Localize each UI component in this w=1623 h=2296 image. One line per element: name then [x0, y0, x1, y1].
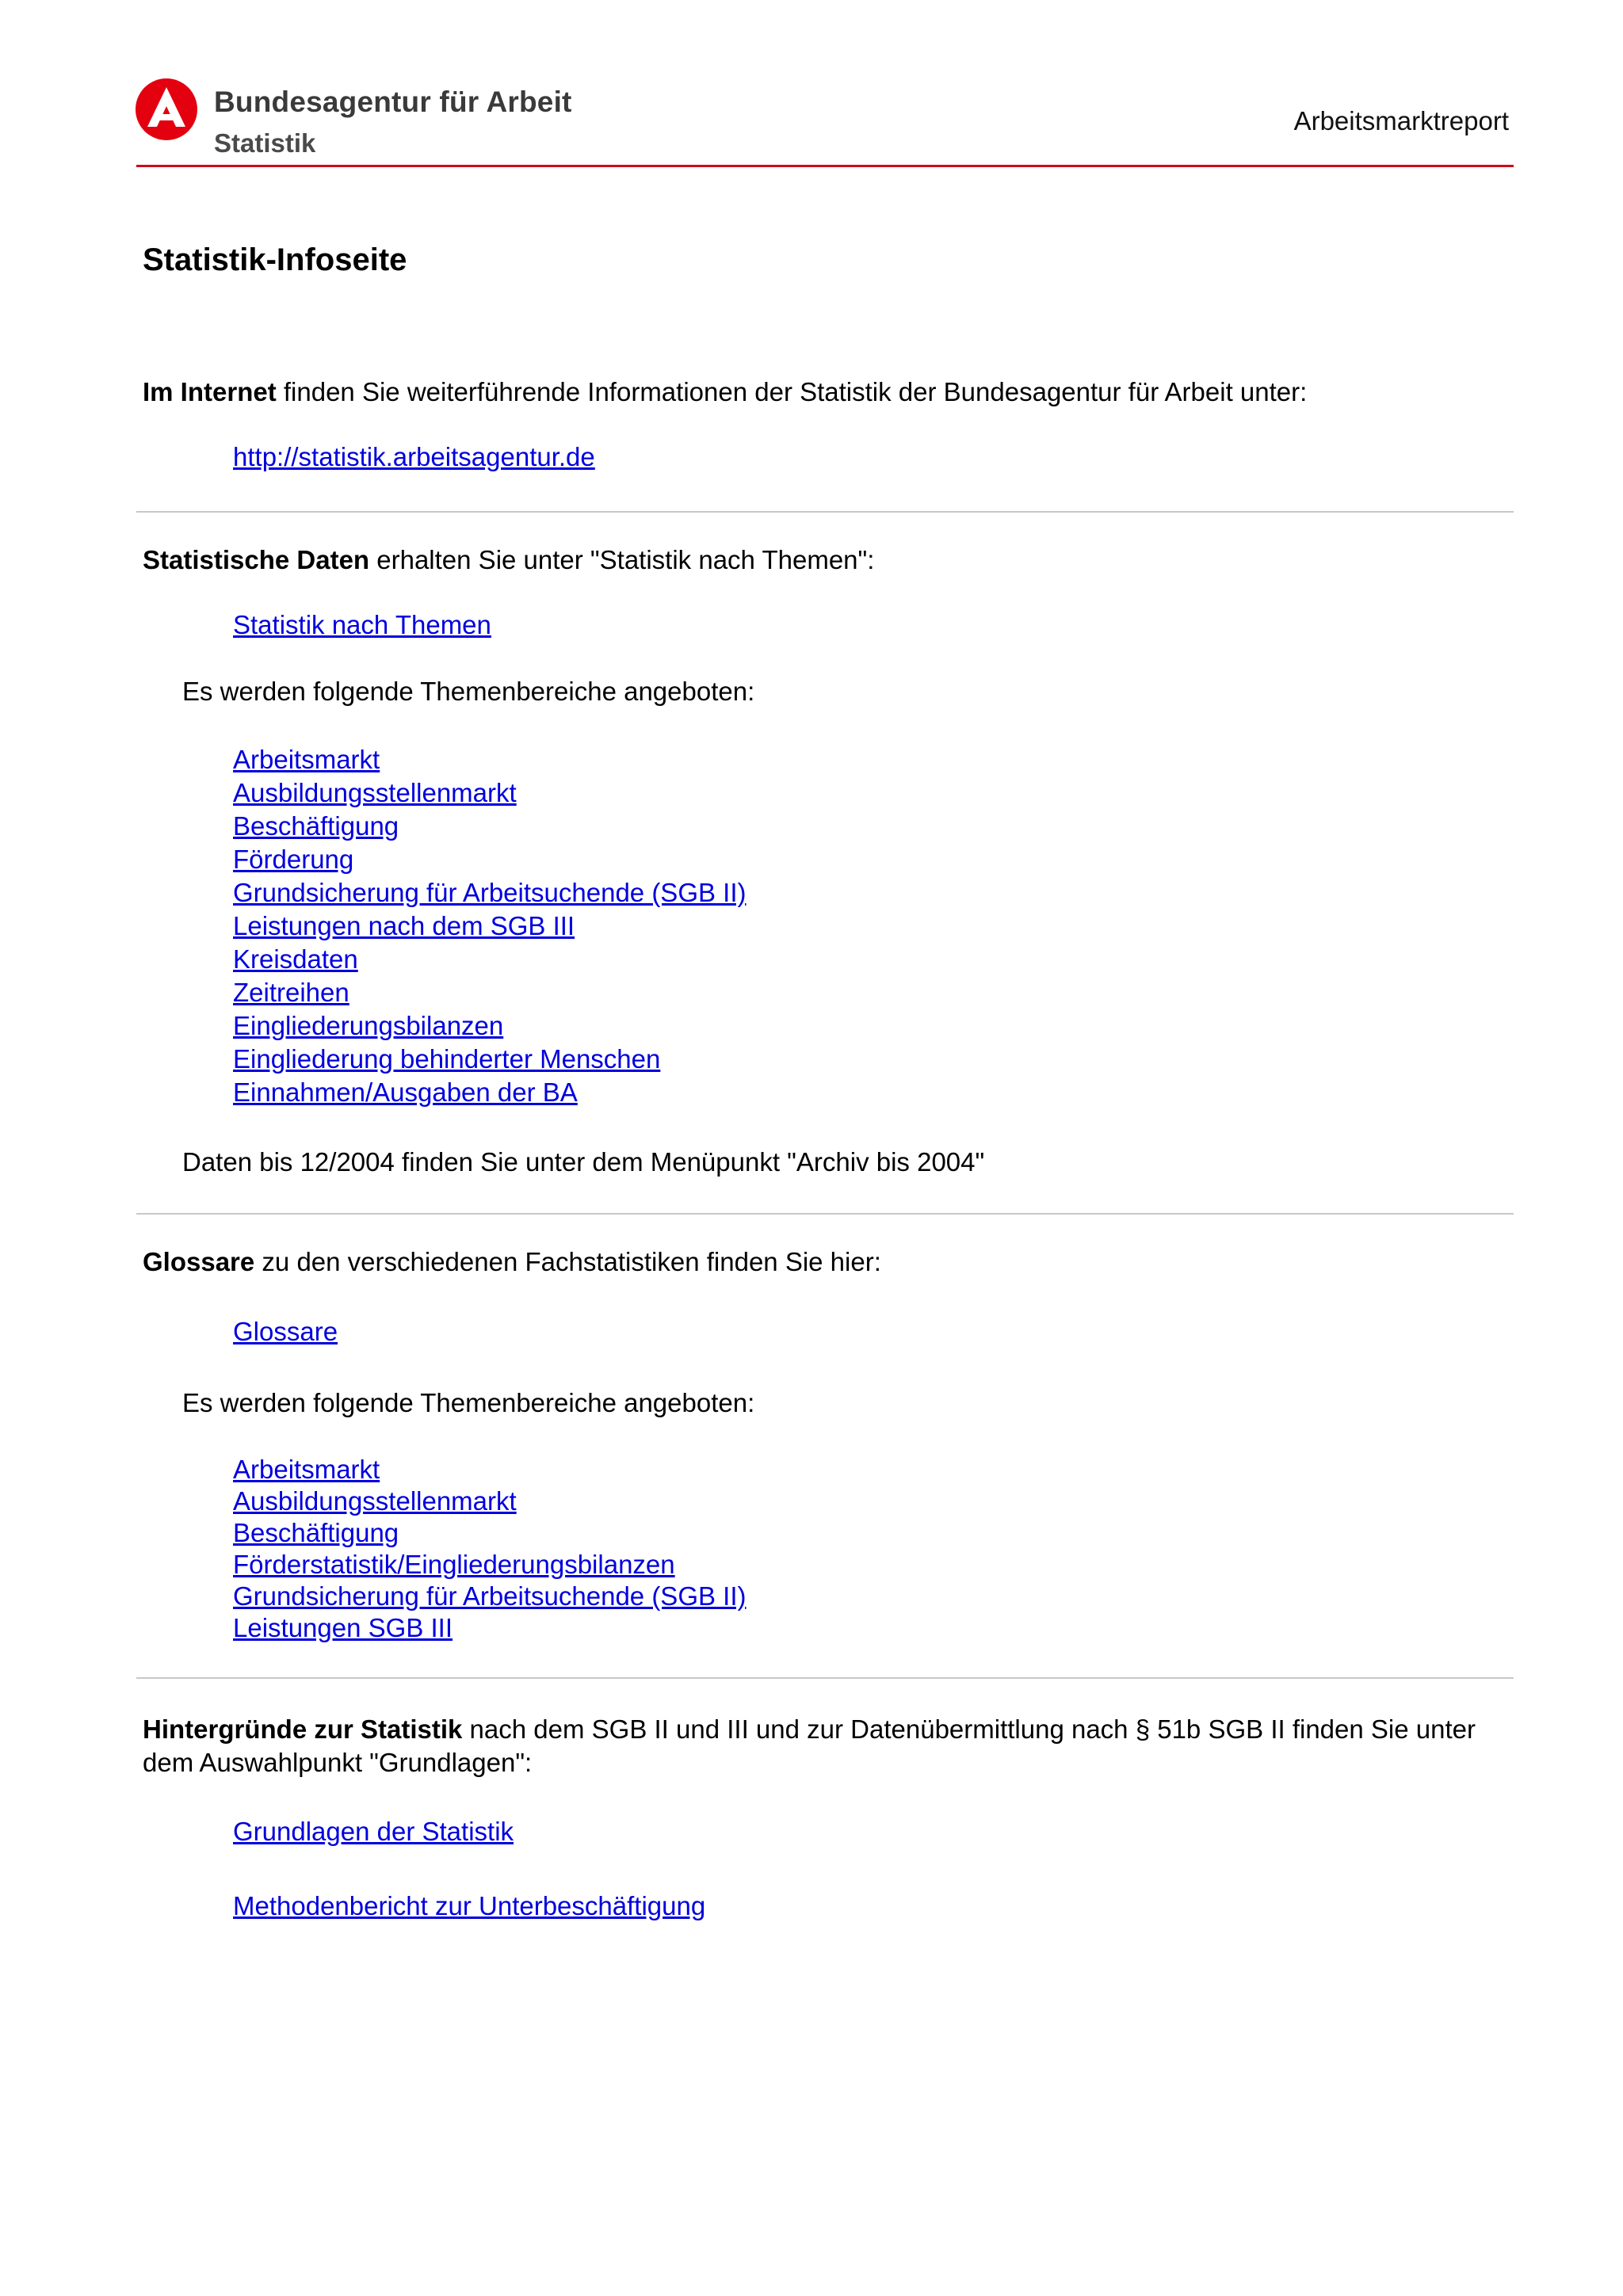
daten-topic-link[interactable]: Leistungen nach dem SGB III: [233, 911, 575, 940]
org-subtitle: Statistik: [214, 128, 316, 158]
daten-topic-link[interactable]: Zeitreihen: [233, 978, 349, 1007]
statistik-nach-themen-link[interactable]: Statistik nach Themen: [233, 610, 491, 639]
ba-logo-icon: [135, 78, 198, 141]
header-divider: [136, 165, 1514, 167]
hintergruende-paragraph: [143, 1713, 1490, 1779]
hintergruende-lead: Hintergründe zur Statistik: [143, 1714, 463, 1744]
internet-paragraph: [143, 376, 1514, 409]
daten-text: erhalten Sie unter "Statistik nach Themen":: [369, 545, 875, 574]
glossare-topic-link[interactable]: Leistungen SGB III: [233, 1613, 453, 1642]
daten-topic-link[interactable]: Beschäftigung: [233, 811, 399, 841]
daten-topic-link[interactable]: Eingliederung behinderter Menschen: [233, 1044, 661, 1074]
daten-offered-text: Es werden folgende Themenbereiche angeboten:: [182, 677, 755, 706]
internet-lead: Im Internet: [143, 377, 277, 406]
glossare-topic-link[interactable]: Ausbildungsstellenmarkt: [233, 1486, 517, 1516]
report-label: Arbeitsmarktreport: [1293, 106, 1509, 135]
glossare-topic-link[interactable]: Grundsicherung für Arbeitsuchende (SGB II): [233, 1581, 747, 1611]
daten-topic-link[interactable]: Förderung: [233, 845, 354, 874]
glossare-topic-link[interactable]: Arbeitsmarkt: [233, 1455, 380, 1484]
section-divider: [136, 1677, 1514, 1679]
glossare-lead: Glossare: [143, 1247, 255, 1276]
section-divider: [136, 1213, 1514, 1215]
statistik-homepage-link[interactable]: http://statistik.arbeitsagentur.de: [233, 442, 595, 471]
daten-paragraph: [143, 543, 1514, 577]
archive-note: Daten bis 12/2004 finden Sie unter dem Menüpunkt "Archiv bis 2004": [182, 1147, 985, 1177]
methodenbericht-link[interactable]: Methodenbericht zur Unterbeschäftigung: [233, 1891, 706, 1920]
hintergruende-text: nach dem SGB II und III und zur Datenübermittlung nach § 51b SGB II finden Sie unter dem Auswahlpunkt "Grundlagen":: [143, 1714, 1476, 1777]
glossare-link[interactable]: Glossare: [233, 1317, 338, 1346]
section-divider: [136, 511, 1514, 513]
daten-topic-link[interactable]: Grundsicherung für Arbeitsuchende (SGB II): [233, 878, 747, 907]
glossare-text: zu den verschiedenen Fachstatistiken finden Sie hier:: [254, 1247, 881, 1276]
daten-topic-link[interactable]: Kreisdaten: [233, 944, 358, 974]
glossare-topic-list: [233, 1454, 747, 1644]
org-name: Bundesagentur für Arbeit: [214, 86, 572, 118]
grundlagen-link[interactable]: Grundlagen der Statistik: [233, 1817, 514, 1846]
page-title: Statistik-Infoseite: [143, 242, 407, 277]
daten-topic-list: [233, 743, 747, 1109]
daten-lead: Statistische Daten: [143, 545, 370, 574]
glossare-offered-text: Es werden folgende Themenbereiche angeboten:: [182, 1388, 755, 1417]
glossare-paragraph: [143, 1245, 1514, 1279]
daten-topic-link[interactable]: Arbeitsmarkt: [233, 745, 380, 774]
daten-topic-link[interactable]: Eingliederungsbilanzen: [233, 1011, 504, 1040]
glossare-topic-link[interactable]: Förderstatistik/Eingliederungsbilanzen: [233, 1550, 675, 1579]
internet-text: finden Sie weiterführende Informationen der Statistik der Bundesagentur für Arbeit unter:: [276, 377, 1308, 406]
daten-topic-link[interactable]: Ausbildungsstellenmarkt: [233, 778, 517, 807]
glossare-topic-link[interactable]: Beschäftigung: [233, 1518, 399, 1547]
daten-topic-link[interactable]: Einnahmen/Ausgaben der BA: [233, 1077, 578, 1107]
